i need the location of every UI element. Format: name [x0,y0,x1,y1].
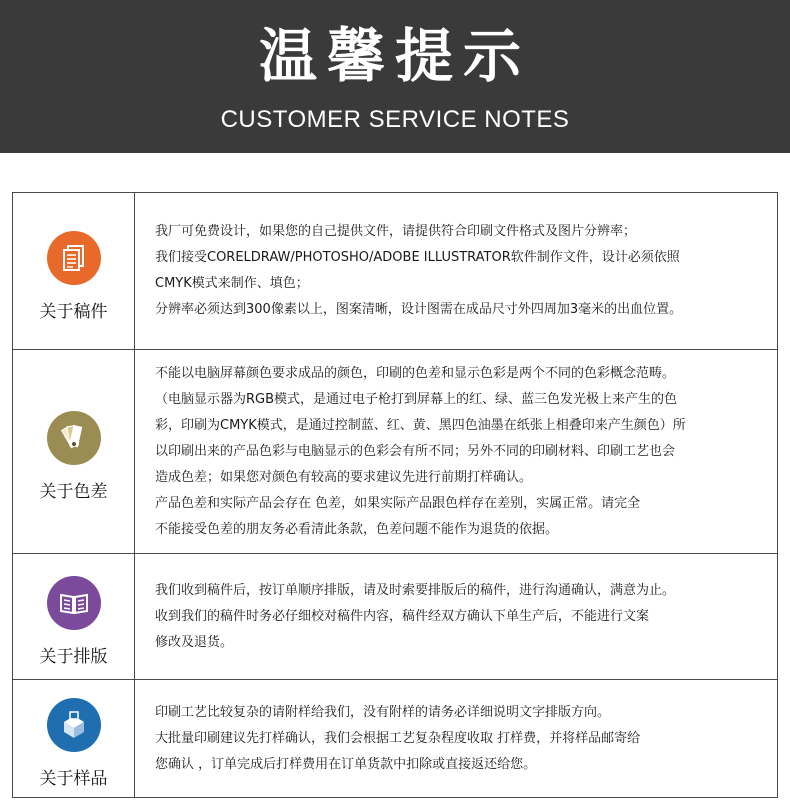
color-swatch-icon [47,411,101,465]
content-line: 您确认 ，订单完成后打样费用在订单货款中扣除或直接返还给您。 [155,756,537,772]
header-banner [0,0,790,153]
content-line: 造成色差；如果您对颜色有较高的要求建议先进行前期打样确认。 [155,469,533,485]
row-label-cell [13,680,135,797]
content-line: 不能接受色差的朋友务必看清此条款，色差问题不能作为退货的依据。 [155,521,559,537]
row-label-cell [13,350,135,553]
sample-box-icon [47,698,101,752]
row-label-cell [13,554,135,679]
content-line: 分辨率必须达到300像素以上，图案清晰，设计图需在成品尺寸外四周加3毫米的出血位置。 [155,302,683,317]
content-line: 我们接受CORELDRAW/PHOTOSHO/ADOBE ILLUSTRATOR软件制作文件，设计必须依照 [155,250,680,265]
notes-table [12,192,778,798]
row-label: 关于样品 [39,769,108,789]
content-line: 产品色差和实际产品会存在 色差，如果实际产品跟色样存在差别，实属正常。请完全 [155,495,641,511]
content-line: 彩，印刷为CMYK模式，是通过控制蓝、红、黄、黑四色油墨在纸张上相叠印来产生颜色）所 [155,417,686,433]
content-line: 修改及退货。 [155,634,234,650]
notes-row-typesetting [13,554,777,680]
row-label: 关于色差 [39,482,108,502]
content-line: 收到我们的稿件时务必仔细校对稿件内容，稿件经双方确认下单生产后，不能进行文案 [155,608,650,624]
notes-row-manuscript [13,193,777,350]
content-line: 印刷工艺比较复杂的请附样给我们，没有附样的请务必详细说明文字排版方向。 [155,704,611,720]
content-line: 大批量印刷建议先打样确认，我们会根据工艺复杂程度收取 打样费，并将样品邮寄给 [155,730,641,746]
row-content [135,680,777,797]
row-label-cell [13,193,135,349]
notes-row-color [13,350,777,554]
row-label: 关于排版 [39,647,108,667]
content-line: CMYK模式来制作、填色； [155,276,309,291]
content-line: 不能以电脑屏幕颜色要求成品的颜色，印刷的色差和显示色彩是两个不同的色彩概念范畴。 [155,365,676,381]
content-line: 我厂可免费设计，如果您的自己提供文件，请提供符合印刷文件格式及图片分辨率； [155,224,637,239]
row-content [135,554,777,679]
page-title: 温馨提示 [258,22,531,90]
page-subtitle: CUSTOMER SERVICE NOTES [220,106,570,133]
document-icon [47,231,101,285]
notes-row-samples [13,680,777,797]
content-line: （电脑显示器为RGB模式，是通过电子枪打到屏幕上的红、绿、蓝三色发光极上来产生的色 [155,391,678,407]
open-book-icon [47,576,101,630]
content-line: 我们收到稿件后，按订单顺序排版，请及时索要排版后的稿件，进行沟通确认，满意为止。 [155,582,676,598]
content-line: 以印刷出来的产品色彩与电脑显示的色彩会有所不同；另外不同的印刷材料、印刷工艺也会 [155,443,676,459]
row-content [135,193,777,349]
row-content [135,350,777,553]
row-label: 关于稿件 [39,301,108,322]
